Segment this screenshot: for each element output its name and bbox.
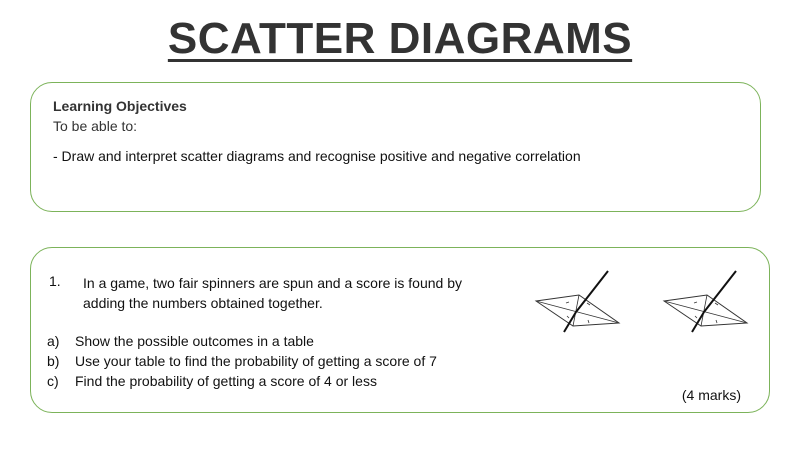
objectives-heading: Learning Objectives xyxy=(53,98,187,114)
part-label: b) xyxy=(47,353,60,369)
part-text: Show the possible outcomes in a table xyxy=(75,333,314,349)
marks-label: (4 marks) xyxy=(681,387,741,403)
question-number: 1. xyxy=(49,273,61,289)
question-part-b xyxy=(47,353,437,369)
part-text: Use your table to find the probability of getting a score of 7 xyxy=(75,353,437,369)
question-part-c xyxy=(47,373,377,389)
question-text: In a game, two fair spinners are spun and a score is found by adding the numbers obtained together. xyxy=(83,275,462,311)
spinner-left-icon xyxy=(531,268,626,338)
objectives-subheading: To be able to: xyxy=(53,118,138,134)
part-text: Find the probability of getting a score of 4 or less xyxy=(75,373,377,389)
spinner-right-icon xyxy=(659,268,754,338)
question-box xyxy=(30,247,770,413)
learning-objectives-box xyxy=(30,82,761,212)
question-part-a xyxy=(47,333,314,349)
objective-item: - Draw and interpret scatter diagrams and recognise positive and negative correlation xyxy=(53,148,581,164)
part-label: a) xyxy=(47,333,60,349)
page-title: SCATTER DIAGRAMS xyxy=(167,14,633,63)
part-label: c) xyxy=(47,373,59,389)
